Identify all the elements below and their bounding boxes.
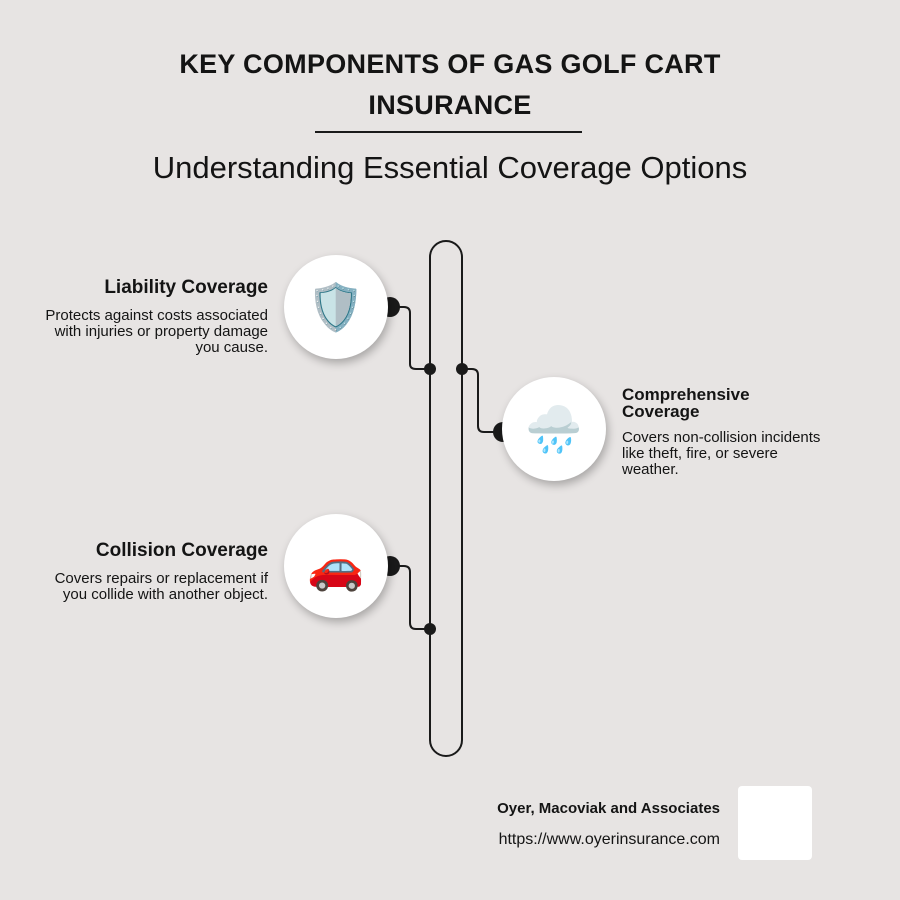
collision-node-small	[424, 623, 436, 635]
page-subtitle: Understanding Essential Coverage Options	[152, 150, 748, 185]
company-name: Oyer, Macoviak and Associates	[497, 800, 720, 817]
liability-connector	[390, 307, 430, 369]
comprehensive-title: Comprehensive Coverage	[622, 385, 750, 421]
liability-icon-circle	[284, 255, 388, 359]
website-link[interactable]: https://www.oyerinsurance.com	[498, 831, 720, 848]
qr-code-placeholder	[738, 786, 812, 860]
rain-cloud-icon: 🌧️	[525, 402, 583, 456]
central-track	[430, 241, 462, 756]
comprehensive-description: Covers non-collision incidents like theft, fire, or severe weather.	[622, 429, 821, 478]
collision-icon-circle	[284, 514, 388, 618]
collision-title: Collision Coverage	[95, 540, 268, 561]
collision-description: Covers repairs or replacement if you collide with another object.	[54, 570, 268, 603]
comprehensive-connector	[462, 369, 503, 432]
liability-description: Protects against costs associated with injuries or property damage you cause.	[45, 307, 268, 356]
page-title: KEY COMPONENTS OF GAS GOLF CART INSURANCE	[179, 49, 721, 120]
shield-icon: 🛡️	[307, 280, 365, 334]
collision-connector	[390, 566, 430, 629]
comprehensive-icon-circle	[502, 377, 606, 481]
liability-title: Liability Coverage	[104, 277, 268, 298]
comprehensive-node-small	[456, 363, 468, 375]
liability-node-small	[424, 363, 436, 375]
car-icon: 🚗	[307, 539, 365, 593]
